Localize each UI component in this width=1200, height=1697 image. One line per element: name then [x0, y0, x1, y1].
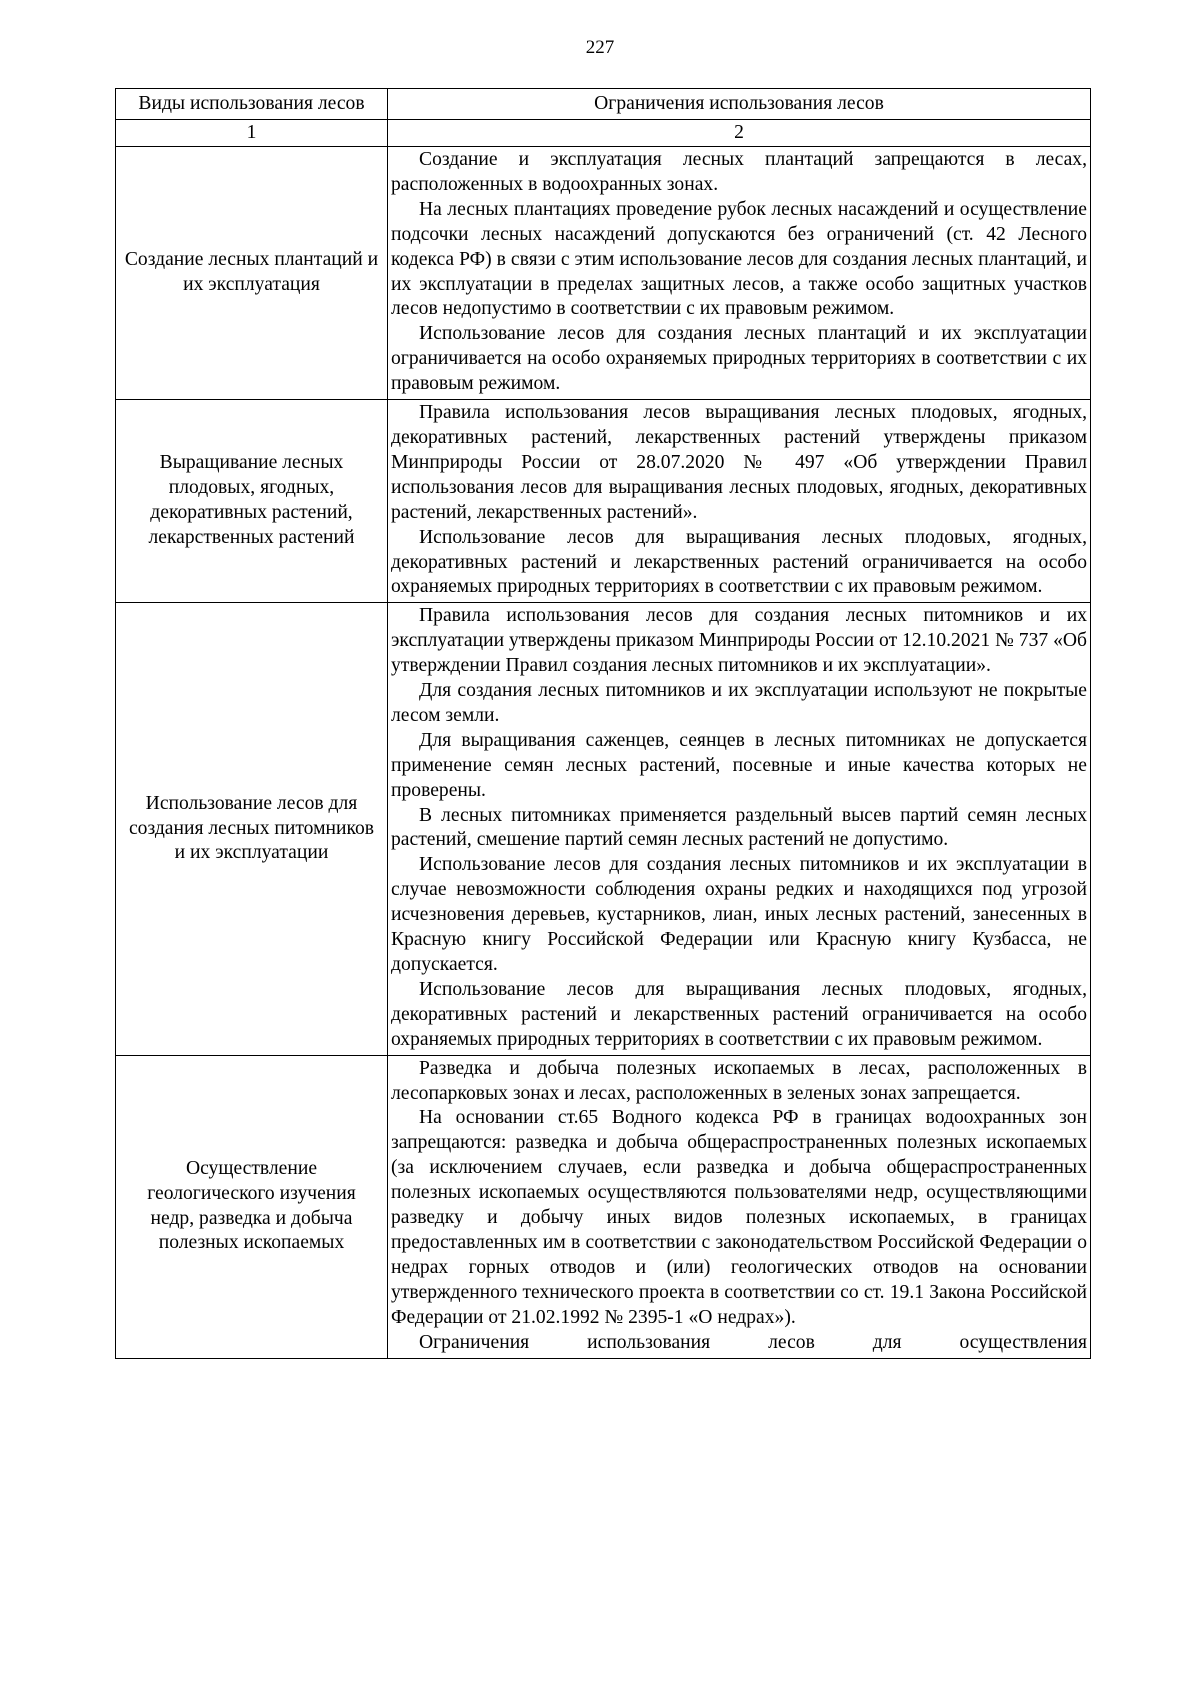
column-header-use-types: Виды использования лесов: [116, 89, 388, 120]
restriction-paragraph: В лесных питомниках применяется раздельный высев партий семян лесных растений, смешение партий семян лесных растений не допустимо.: [391, 804, 1087, 851]
restriction-paragraph: Правила использования лесов для создания лесных питомников и их эксплуатации утверждены приказом Минприроды России от 12.10.2021 № 737 «Об утверждении Правил создания лесных питомников и их эксплуатации».: [391, 605, 1087, 677]
restriction-paragraph: Разведка и добыча полезных ископаемых в лесах, расположенных в лесопарковых зонах и лесах, расположенных в зеленых зонах запрещается.: [391, 1057, 1087, 1104]
restriction-paragraph: Использование лесов для создания лесных питомников и их эксплуатации в случае невозможности соблюдения охраны редких и находящихся под угрозой исчезновения деревьев, кустарников, лиан, иных лесных растений, занесенных в Красную книгу Российской Федерации или Красную книгу Кузбасса, не допускается.: [391, 854, 1087, 975]
restriction-paragraph: Ограничения использования лесов для осуществления: [419, 1331, 1087, 1353]
use-type-cell: Осуществление геологического изучения недр, разведка и добыча полезных ископаемых: [116, 1055, 388, 1358]
table-row: [116, 1055, 1091, 1358]
table-row: [116, 147, 1091, 400]
use-type-cell: Использование лесов для создания лесных питомников и их эксплуатации: [116, 603, 388, 1055]
use-type-cell: Создание лесных плантаций и их эксплуатация: [116, 147, 388, 400]
page-number: 227: [585, 37, 615, 58]
table-header-row: [116, 89, 1091, 120]
restriction-paragraph: Использование лесов для выращивания лесных плодовых, ягодных, декоративных растений и лекарственных растений ограничивается на особо охраняемых природных территориях в соответствии с их правовым режимом.: [391, 526, 1087, 598]
restrictions-cell: [388, 147, 1091, 400]
column-number-1: 1: [116, 120, 388, 147]
column-header-restrictions: Ограничения использования лесов: [388, 89, 1091, 120]
restriction-paragraph: Правила использования лесов выращивания лесных плодовых, ягодных, декоративных растений, лекарственных растений утверждены приказом Минприроды России от 28.07.2020 № 497 «Об утверждении Правил использования лесов для выращивания лесных плодовых, ягодных, декоративных растений, лекарственных растений».: [391, 402, 1087, 523]
restriction-paragraph: Использование лесов для выращивания лесных плодовых, ягодных, декоративных растений и лекарственных растений ограничивается на особо охраняемых природных территориях в соответствии с их правовым режимом.: [391, 978, 1087, 1050]
restriction-paragraph: Создание и эксплуатация лесных плантаций запрещаются в лесах, расположенных в водоохранных зонах.: [391, 149, 1087, 195]
restriction-paragraph: Для выращивания саженцев, сеянцев в лесных питомниках не допускается применение семян лесных растений, посевные и иные качества которых не проверены.: [391, 729, 1087, 801]
restriction-paragraph: Для создания лесных питомников и их эксплуатации используют не покрытые лесом земли.: [391, 680, 1087, 726]
table-row: [116, 603, 1091, 1055]
restriction-paragraph: На лесных плантациях проведение рубок лесных насаждений и осуществление подсочки лесных насаждений допускаются без ограничений (ст. 42 Лесного кодекса РФ) в связи с этим использование лесов для создания лесных плантаций, и их эксплуатации в пределах защитных лесов, а также особо защитных участков лесов недопустимо в соответствии с их правовым режимом.: [391, 198, 1087, 320]
use-type-cell: Выращивание лесных плодовых, ягодных, декоративных растений, лекарственных растений: [116, 400, 388, 603]
restrictions-cell: [388, 603, 1091, 1055]
restrictions-cell: [388, 1055, 1091, 1358]
restriction-paragraph: На основании ст.65 Водного кодекса РФ в границах водоохранных зон запрещаются: разведка и добыча общераспространенных полезных ископаемых (за исключением случаев, если разведка и добыча общераспространенных полезных ископаемых осуществляются пользователями недр, осуществляющими разведку и добычу иных видов полезных ископаемых, в границах предоставленных им в соответствии с законодательством Российской Федерации о недрах горных отводов и (или) геологических отводов на основании утвержденного технического проекта в соответствии со ст. 19.1 Закона Российской Федерации от 21.02.1992 № 2395-1 «О недрах»).: [391, 1107, 1087, 1328]
table-row: [116, 400, 1091, 603]
restriction-paragraph: Использование лесов для создания лесных плантаций и их эксплуатации ограничивается на особо охраняемых природных территориях в соответствии с их правовым режимом.: [391, 323, 1087, 395]
restrictions-cell: [388, 400, 1091, 603]
column-number-2: 2: [388, 120, 1091, 147]
forest-use-restrictions-table: [115, 88, 1091, 1359]
column-number-row: [116, 120, 1091, 147]
